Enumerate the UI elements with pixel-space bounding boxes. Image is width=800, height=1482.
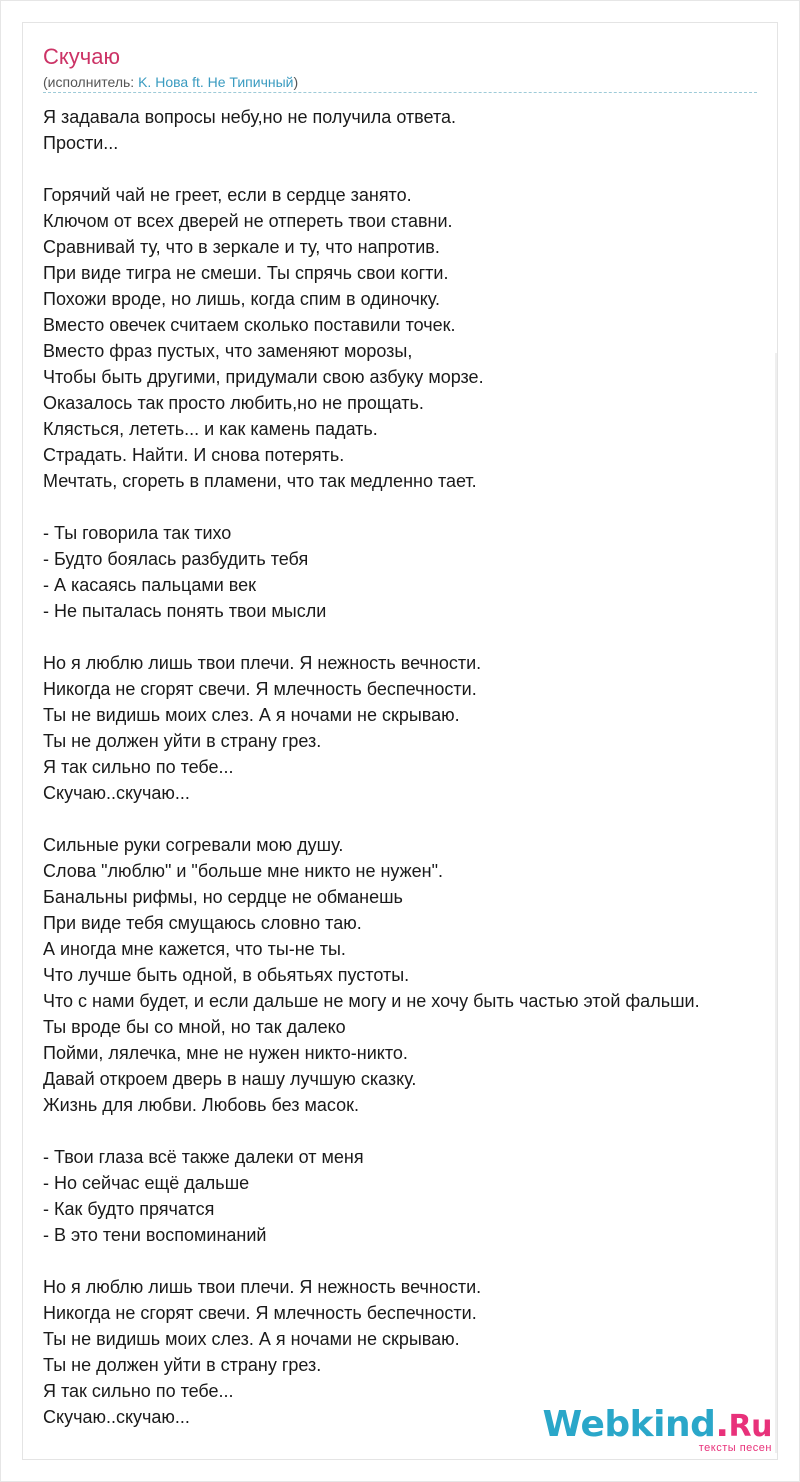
lyric-line: Ключом от всех дверей не отпереть твои ставни. [43, 211, 453, 231]
title-divider [43, 92, 757, 93]
lyrics-text [43, 104, 783, 1430]
lyric-line: Похожи вроде, но лишь, когда спим в одиночку. [43, 289, 440, 309]
artist-prefix: (исполнитель: [43, 74, 139, 90]
lyric-line [43, 1118, 783, 1144]
lyric-line: - А касаясь пальцами век [43, 575, 257, 595]
lyric-line [43, 156, 783, 182]
lyric-line: Но я люблю лишь твои плечи. Я нежность вечности. [43, 1277, 482, 1297]
lyric-line: При виде тигра не смеши. Ты спрячь свои когти. [43, 263, 449, 283]
lyric-line: Давай откроем дверь в нашу лучшую сказку. [43, 1069, 417, 1089]
lyric-line: Жизнь для любви. Любовь без масок. [43, 1095, 359, 1115]
lyric-line: При виде тебя смущаюсь словно таю. [43, 913, 362, 933]
lyric-line: Ты вроде бы со мной, но так далеко [43, 1017, 346, 1037]
logo-name: Webkind [542, 1404, 716, 1445]
lyric-line: Ты не видишь моих слез. А я ночами не скрываю. [43, 1329, 460, 1349]
lyric-line: Вместо овечек считаем сколько поставили точек. [43, 315, 456, 335]
lyric-line: Что лучше быть одной, в обьятьях пустоты. [43, 965, 410, 985]
lyric-line: Но я люблю лишь твои плечи. Я нежность вечности. [43, 653, 482, 673]
lyric-line: Пойми, лялечка, мне не нужен никто-никто. [43, 1043, 408, 1063]
lyric-line: Чтобы быть другими, придумали свою азбуку морзе. [43, 367, 484, 387]
lyric-line: Прости... [43, 133, 119, 153]
logo-tld: Ru [728, 1409, 772, 1444]
artist-line [43, 73, 298, 91]
lyric-line: Ты не должен уйти в страну грез. [43, 731, 322, 751]
lyric-line: Слова "люблю" и "больше мне никто не нужен". [43, 861, 444, 881]
song-title: Скучаю [43, 44, 120, 69]
lyric-line [43, 494, 783, 520]
lyric-line: Я задавала вопросы небу,но не получила ответа. [43, 107, 457, 127]
lyric-line: Скучаю..скучаю... [43, 1407, 190, 1427]
lyric-line: Никогда не сгорят свечи. Я млечность беспечности. [43, 1303, 477, 1323]
site-logo[interactable] [543, 1406, 772, 1454]
lyric-line: - Твои глаза всё также далеки от меня [43, 1147, 364, 1167]
lyric-line [43, 624, 783, 650]
lyric-line: Сравнивай ту, что в зеркале и ту, что напротив. [43, 237, 440, 257]
lyric-line: - В это тени воспоминаний [43, 1225, 267, 1245]
lyric-line: Ты не должен уйти в страну грез. [43, 1355, 322, 1375]
lyric-line: Что с нами будет, и если дальше не могу и не хочу быть частью этой фальши. [43, 991, 700, 1011]
lyric-line: Горячий чай не греет, если в сердце занято. [43, 185, 412, 205]
lyric-line: Я так сильно по тебе... [43, 1381, 234, 1401]
lyric-line: Сильные руки согревали мою душу. [43, 835, 344, 855]
lyric-line: Вместо фраз пустых, что заменяют морозы, [43, 341, 413, 361]
lyric-line: Клясться, лететь... и как камень падать. [43, 419, 378, 439]
lyric-line: - Не пыталась понять твои мысли [43, 601, 327, 621]
lyric-line: Я так сильно по тебе... [43, 757, 234, 777]
lyric-line: Банальны рифмы, но сердце не обманешь [43, 887, 403, 907]
lyric-line: Ты не видишь моих слез. А я ночами не скрываю. [43, 705, 460, 725]
lyric-line: - Но сейчас ещё дальше [43, 1173, 250, 1193]
lyric-line: Никогда не сгорят свечи. Я млечность беспечности. [43, 679, 477, 699]
lyric-line: А иногда мне кажется, что ты-не ты. [43, 939, 346, 959]
logo-wordmark [543, 1406, 772, 1446]
artist-suffix: ) [293, 74, 299, 90]
lyric-line: - Ты говорила так тихо [43, 523, 232, 543]
logo-dot: . [715, 1404, 729, 1445]
artist-link[interactable]: K. Нова ft. Не Типичный [138, 74, 294, 90]
lyric-line: Скучаю..скучаю... [43, 783, 190, 803]
lyric-line: - Как будто прячатся [43, 1199, 215, 1219]
lyric-line: Страдать. Найти. И снова потерять. [43, 445, 345, 465]
lyric-line: Мечтать, сгореть в пламени, что так медленно тает. [43, 471, 477, 491]
lyric-line: - Будто боялась разбудить тебя [43, 549, 309, 569]
lyric-line [43, 1248, 783, 1274]
lyric-line: Оказалось так просто любить,но не прощать. [43, 393, 424, 413]
lyric-line [43, 806, 783, 832]
logo-tagline: тексты песен [698, 1442, 772, 1454]
